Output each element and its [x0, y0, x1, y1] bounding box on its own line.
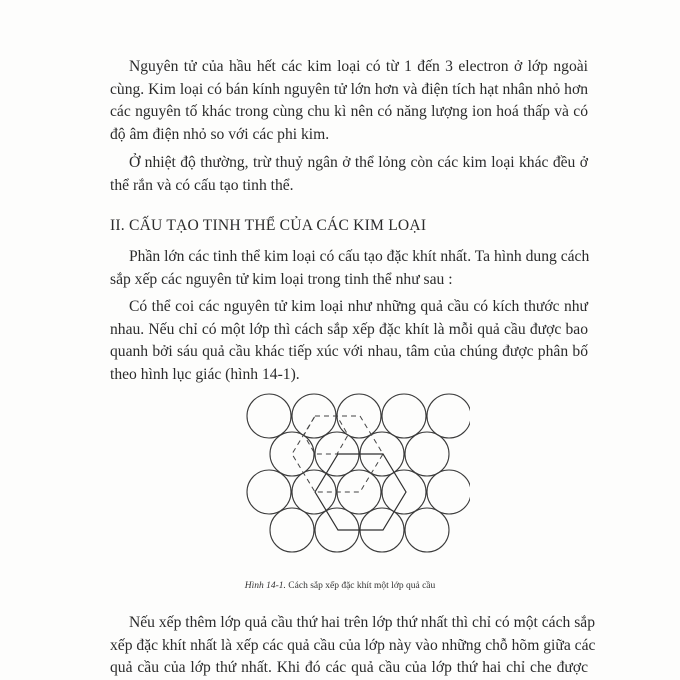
- text-line: nhau. Nếu chỉ có một lớp thì cách sắp xếp đặc khít là mỗi quả cầu được bao: [110, 320, 588, 338]
- text-line: Nếu xếp thêm lớp quả cầu thứ hai trên lớp thứ nhất thì chỉ có một cách sắp: [129, 614, 595, 631]
- figure-caption: [0, 581, 680, 591]
- text-line: xếp đặc khít nhất là xếp các quả cầu của lớp này vào những chỗ hõm giữa các: [110, 636, 596, 654]
- sphere: [427, 394, 470, 438]
- paragraph-1: [110, 56, 588, 146]
- text-line: Phần lớn các tinh thể kim loại có cấu tạo đặc khít nhất. Ta hình dung cách: [129, 248, 590, 265]
- sphere-layer: [247, 394, 470, 552]
- sphere: [247, 394, 291, 438]
- text-line: Có thể coi các nguyên tử kim loại như những quả cầu có kích thước như: [129, 298, 588, 315]
- paragraph-3: [110, 246, 588, 291]
- text-line: quả cầu của lớp thứ nhất. Khi đó các quả cầu của lớp thứ hai chỉ che được: [110, 659, 588, 676]
- sphere: [270, 432, 314, 476]
- paragraph-5: [110, 612, 596, 680]
- paragraph-2: [110, 152, 588, 197]
- text-line: Nguyên tử của hầu hết các kim loại có từ 1 đến 3 electron ở lớp ngoài: [129, 58, 588, 75]
- hexagonal-packing-figure: [240, 392, 470, 562]
- text-line: thể rắn và có cấu tạo tinh thể.: [110, 176, 294, 194]
- paragraph-4: [110, 296, 588, 386]
- sphere: [382, 394, 426, 438]
- sphere: [270, 508, 314, 552]
- caption-text: Cách sắp xếp đặc khít một lớp quả cầu: [285, 581, 436, 591]
- text-line: theo hình lục giác (hình 14-1).: [110, 365, 300, 383]
- sphere: [405, 508, 449, 552]
- caption-label: Hình 14-1.: [244, 581, 286, 591]
- text-line: Ở nhiệt độ thường, trừ thuỷ ngân ở thể lỏng còn các kim loại khác đều ở: [129, 154, 588, 171]
- sphere: [247, 470, 291, 514]
- sphere: [292, 394, 336, 438]
- sphere: [405, 432, 449, 476]
- sphere: [337, 470, 381, 514]
- text-line: độ âm điện nhỏ so với các phi kim.: [110, 125, 330, 143]
- text-line: cùng. Kim loại có bán kính nguyên tử lớn hơn và điện tích hạt nhân nhỏ hơn: [110, 80, 588, 98]
- text-line: các nguyên tố khác trong cùng chu kì nên có năng lượng ion hoá thấp và có: [110, 103, 588, 120]
- sphere: [427, 470, 470, 514]
- sphere: [382, 470, 426, 514]
- section-heading: II. CẤU TẠO TINH THỂ CỦA CÁC KIM LOẠI: [110, 217, 427, 234]
- text-line: quanh bởi sáu quả cầu khác tiếp xúc với nhau, tâm của chúng được phân bố: [110, 343, 588, 360]
- text-line: sắp xếp các nguyên tử kim loại trong tinh thể như sau :: [110, 270, 453, 288]
